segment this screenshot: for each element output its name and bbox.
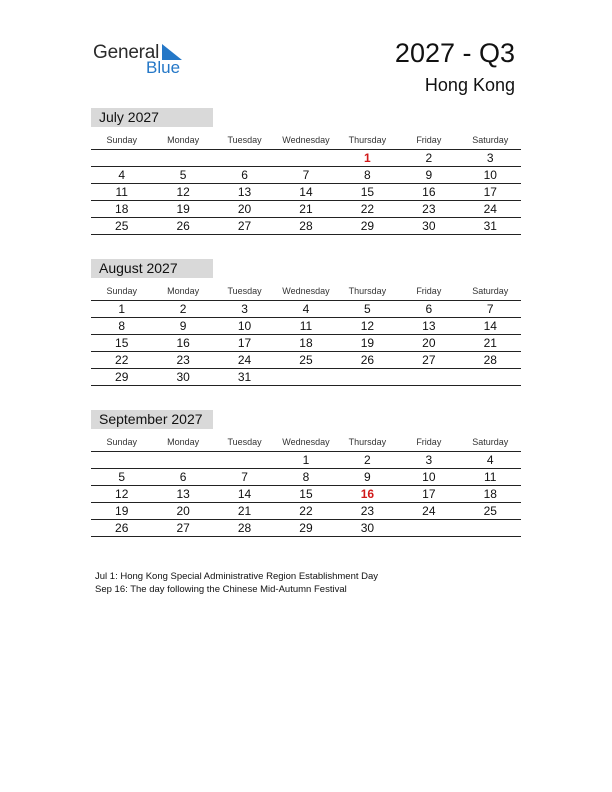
day-cell <box>91 150 152 166</box>
day-cell: 20 <box>176 504 190 518</box>
weekday-label: Wednesday <box>282 135 330 145</box>
weekday-label: Sunday <box>106 286 137 296</box>
holiday-day-cell: 16 <box>360 487 375 501</box>
week-row <box>91 167 521 184</box>
month-title: July 2027 <box>91 108 213 127</box>
day-cell: 23 <box>360 504 375 518</box>
day-cell: 13 <box>422 319 436 333</box>
day-cell: 5 <box>364 302 371 316</box>
logo <box>93 40 203 80</box>
day-cell: 2 <box>179 302 187 316</box>
day-cell: 2 <box>425 151 433 165</box>
weekday-label: Sunday <box>106 437 137 447</box>
day-cell: 28 <box>483 353 497 367</box>
day-cell: 6 <box>425 302 433 316</box>
day-cell: 17 <box>483 185 497 199</box>
weekday-label: Sunday <box>106 135 137 145</box>
day-cell <box>460 520 521 536</box>
day-cell: 25 <box>483 504 497 518</box>
day-cell: 27 <box>176 521 190 535</box>
day-cell: 24 <box>483 202 497 216</box>
day-cell: 7 <box>241 470 248 484</box>
day-cell: 31 <box>483 219 497 233</box>
weekday-label: Friday <box>416 135 442 145</box>
day-cell: 22 <box>115 353 129 367</box>
day-cell: 1 <box>302 453 310 467</box>
week-row <box>91 452 521 469</box>
day-cell: 25 <box>299 353 313 367</box>
day-cell: 30 <box>422 219 436 233</box>
day-cell: 18 <box>299 336 313 350</box>
day-cell: 20 <box>237 202 252 216</box>
holiday-day-cell: 1 <box>364 151 371 165</box>
holiday-note: Sep 16: The day following the Chinese Mid-Autumn Festival <box>95 584 347 595</box>
day-cell: 16 <box>422 185 436 199</box>
day-cell: 31 <box>237 370 252 384</box>
month-july <box>91 108 521 235</box>
day-cell: 23 <box>422 202 436 216</box>
day-cell: 13 <box>237 185 252 199</box>
weekday-label: Wednesday <box>282 437 330 447</box>
day-cell: 6 <box>241 168 248 182</box>
month-august <box>91 259 521 386</box>
day-cell: 25 <box>115 219 129 233</box>
week-row <box>91 469 521 486</box>
week-row <box>91 520 521 537</box>
month-september <box>91 410 521 537</box>
day-cell: 4 <box>302 302 310 316</box>
day-cell: 8 <box>364 168 371 182</box>
day-cell <box>214 452 275 468</box>
day-cell: 7 <box>302 168 310 182</box>
day-cell: 14 <box>237 487 252 501</box>
day-cell <box>214 150 275 166</box>
day-cell: 6 <box>179 470 187 484</box>
day-cell: 11 <box>115 185 128 199</box>
day-cell: 15 <box>360 185 375 199</box>
day-cell: 7 <box>486 302 494 316</box>
day-cell: 15 <box>299 487 313 501</box>
day-cell: 3 <box>425 453 433 467</box>
day-cell <box>275 150 336 166</box>
day-cell <box>91 452 152 468</box>
day-cell: 3 <box>241 302 248 316</box>
day-cell: 4 <box>118 168 126 182</box>
week-row <box>91 486 521 503</box>
day-cell: 14 <box>483 319 497 333</box>
day-cell: 22 <box>360 202 375 216</box>
day-cell: 15 <box>115 336 129 350</box>
day-cell: 29 <box>299 521 313 535</box>
week-row <box>91 318 521 335</box>
weekday-label: Friday <box>416 286 442 296</box>
day-cell: 18 <box>483 487 497 501</box>
day-cell: 28 <box>299 219 313 233</box>
weekday-label: Tuesday <box>227 286 262 296</box>
day-cell: 1 <box>118 302 126 316</box>
day-cell: 23 <box>176 353 190 367</box>
day-cell <box>337 369 398 385</box>
day-cell: 9 <box>364 470 371 484</box>
day-cell: 19 <box>115 504 129 518</box>
weekday-header-row <box>91 433 521 452</box>
day-cell: 17 <box>237 336 252 350</box>
week-row <box>91 503 521 520</box>
weekday-label: Saturday <box>472 437 509 447</box>
day-cell: 3 <box>486 151 494 165</box>
week-row <box>91 184 521 201</box>
weekday-label: Friday <box>416 437 442 447</box>
day-cell: 11 <box>484 470 497 484</box>
day-cell: 29 <box>360 219 375 233</box>
day-cell: 26 <box>176 219 190 233</box>
day-cell <box>152 150 213 166</box>
logo-general-text: General <box>93 42 160 63</box>
day-cell: 13 <box>176 487 190 501</box>
day-cell: 29 <box>115 370 129 384</box>
day-cell: 2 <box>364 453 371 467</box>
day-cell: 30 <box>360 521 375 535</box>
weekday-label: Wednesday <box>282 286 330 296</box>
day-cell: 19 <box>360 336 375 350</box>
weekday-label: Saturday <box>472 135 509 145</box>
day-cell: 8 <box>302 470 310 484</box>
weekday-header-row <box>91 282 521 301</box>
day-cell: 17 <box>422 487 436 501</box>
day-cell: 11 <box>299 319 313 333</box>
day-cell: 26 <box>360 353 375 367</box>
day-cell: 4 <box>486 453 494 467</box>
weekday-label: Monday <box>167 135 200 145</box>
weekday-label: Monday <box>167 286 200 296</box>
day-cell <box>152 452 213 468</box>
day-cell: 9 <box>425 168 433 182</box>
day-cell <box>460 369 521 385</box>
day-cell: 24 <box>237 353 252 367</box>
day-cell: 26 <box>115 521 129 535</box>
day-cell: 9 <box>179 319 187 333</box>
weekday-label: Tuesday <box>227 135 262 145</box>
weekday-label: Thursday <box>348 437 387 447</box>
week-row <box>91 218 521 235</box>
day-cell <box>398 520 459 536</box>
weekday-label: Monday <box>167 437 200 447</box>
week-row <box>91 201 521 218</box>
region-subtitle: Hong Kong <box>424 75 515 95</box>
weekday-label: Thursday <box>348 286 387 296</box>
week-row <box>91 301 521 318</box>
day-cell <box>398 369 459 385</box>
day-cell: 21 <box>483 336 497 350</box>
day-cell: 20 <box>422 336 436 350</box>
week-row <box>91 352 521 369</box>
day-cell: 28 <box>237 521 252 535</box>
day-cell: 18 <box>115 202 129 216</box>
month-title: September 2027 <box>91 410 213 429</box>
page-title: 2027 - Q3 <box>394 38 515 68</box>
weekday-header-row <box>91 131 521 150</box>
week-row <box>91 150 521 167</box>
logo-blue-text: Blue <box>146 58 181 77</box>
week-row <box>91 369 521 386</box>
day-cell: 24 <box>422 504 436 518</box>
day-cell: 12 <box>176 185 190 199</box>
day-cell: 19 <box>176 202 190 216</box>
weekday-label: Tuesday <box>227 437 262 447</box>
day-cell: 12 <box>360 319 375 333</box>
week-row <box>91 335 521 352</box>
holiday-notes <box>95 570 378 596</box>
day-cell: 27 <box>422 353 436 367</box>
day-cell: 10 <box>422 470 436 484</box>
day-cell: 22 <box>299 504 313 518</box>
day-cell: 10 <box>483 168 497 182</box>
holiday-note: Jul 1: Hong Kong Special Administrative Region Establishment Day <box>95 571 379 582</box>
day-cell <box>275 369 336 385</box>
day-cell: 12 <box>115 487 129 501</box>
month-title: August 2027 <box>91 259 213 278</box>
day-cell: 30 <box>176 370 190 384</box>
day-cell: 14 <box>299 185 313 199</box>
day-cell: 5 <box>118 470 126 484</box>
day-cell: 27 <box>237 219 252 233</box>
day-cell: 8 <box>118 319 126 333</box>
weekday-label: Thursday <box>348 135 387 145</box>
day-cell: 16 <box>176 336 190 350</box>
day-cell: 10 <box>237 319 252 333</box>
weekday-label: Saturday <box>472 286 509 296</box>
day-cell: 5 <box>179 168 187 182</box>
day-cell: 21 <box>299 202 313 216</box>
day-cell: 21 <box>237 504 252 518</box>
